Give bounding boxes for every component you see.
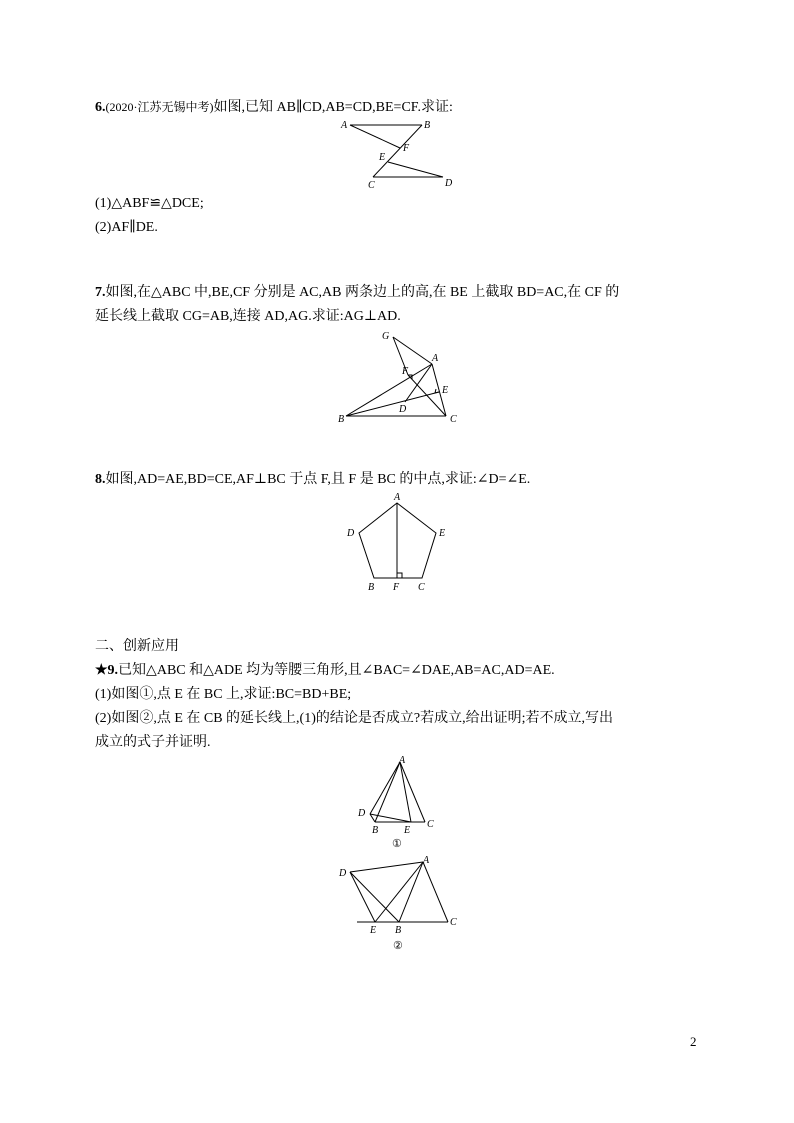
figure-9-2 [335, 852, 465, 954]
label-E: E [370, 925, 377, 936]
problem-9-stem [95, 661, 555, 681]
problem-7-line2: 延长线上截取 CG=AB,连接 AD,AG.求证:AG⊥AD. [95, 309, 401, 324]
figure-9-1 [352, 752, 442, 852]
label-C: C [368, 180, 375, 191]
label-E: E [379, 152, 386, 163]
label-G: G [382, 331, 390, 342]
figure-6 [330, 115, 465, 193]
problem-number: 8. [95, 472, 106, 487]
problem-9-part2-line1: (2)如图②,点 E 在 CB 的延长线上,(1)的结论是否成立?若成立,给出证明;若不成立,写出 [95, 711, 613, 726]
problem-text: 已知△ABC 和△ADE 均为等腰三角形,且∠BAC=∠DAE,AB=AC,AD=AE. [118, 663, 555, 678]
label-B: B [338, 414, 345, 425]
problem-text: 如图,AD=AE,BD=CE,AF⊥BC 于点 F,且 F 是 BC 的中点,求证:∠D=∠E. [105, 472, 531, 487]
label-C: C [427, 819, 434, 830]
label-F: F [403, 143, 410, 154]
label-D: D [358, 808, 366, 819]
problem-9-part1: (1)如图①,点 E 在 BC 上,求证:BC=BD+BE; [95, 687, 352, 702]
problem-9-part2-line2: 成立的式子并证明. [95, 735, 211, 750]
label-C: C [450, 917, 457, 928]
section-heading: 二、创新应用 [95, 639, 179, 654]
label-D: D [399, 404, 407, 415]
label-B: B [395, 925, 402, 936]
problem-7-line1 [95, 283, 619, 303]
problem-number: ★9. [95, 663, 119, 678]
figure-8 [340, 490, 455, 595]
label-F: F [402, 366, 409, 377]
problem-6-part1: (1)△ABF≌△DCE; [95, 196, 204, 211]
problem-6-part2: (2)AF∥DE. [95, 220, 158, 235]
label-E: E [439, 528, 446, 539]
label-E: E [442, 385, 449, 396]
label-C: C [450, 414, 457, 425]
problem-text: 如图,在△ABC 中,BE,CF 分别是 AC,AB 两条边上的高,在 BE 上截取 BD=AC,在 CF 的 [105, 285, 620, 300]
figure-caption: ② [393, 940, 403, 952]
label-A: A [394, 492, 401, 503]
label-A: A [399, 755, 406, 766]
label-A: A [341, 120, 348, 131]
label-D: D [445, 178, 453, 189]
problem-number: 7. [95, 285, 106, 300]
page-number: 2 [690, 1034, 697, 1049]
problem-number: 6. [95, 100, 106, 115]
label-F: F [393, 582, 400, 593]
label-B: B [424, 120, 431, 131]
label-B: B [368, 582, 375, 593]
label-E: E [404, 825, 411, 836]
label-A: A [432, 353, 439, 364]
figure-7 [336, 327, 466, 427]
label-A: A [423, 855, 430, 866]
label-C: C [418, 582, 425, 593]
label-D: D [347, 528, 355, 539]
label-B: B [372, 825, 379, 836]
figure-caption: ① [392, 838, 402, 850]
problem-source: (2020·江苏无锡中考) [105, 100, 214, 114]
problem-text: 如图,已知 AB∥CD,AB=CD,BE=CF.求证: [213, 100, 453, 115]
label-D: D [339, 868, 347, 879]
problem-8-stem [95, 470, 530, 490]
